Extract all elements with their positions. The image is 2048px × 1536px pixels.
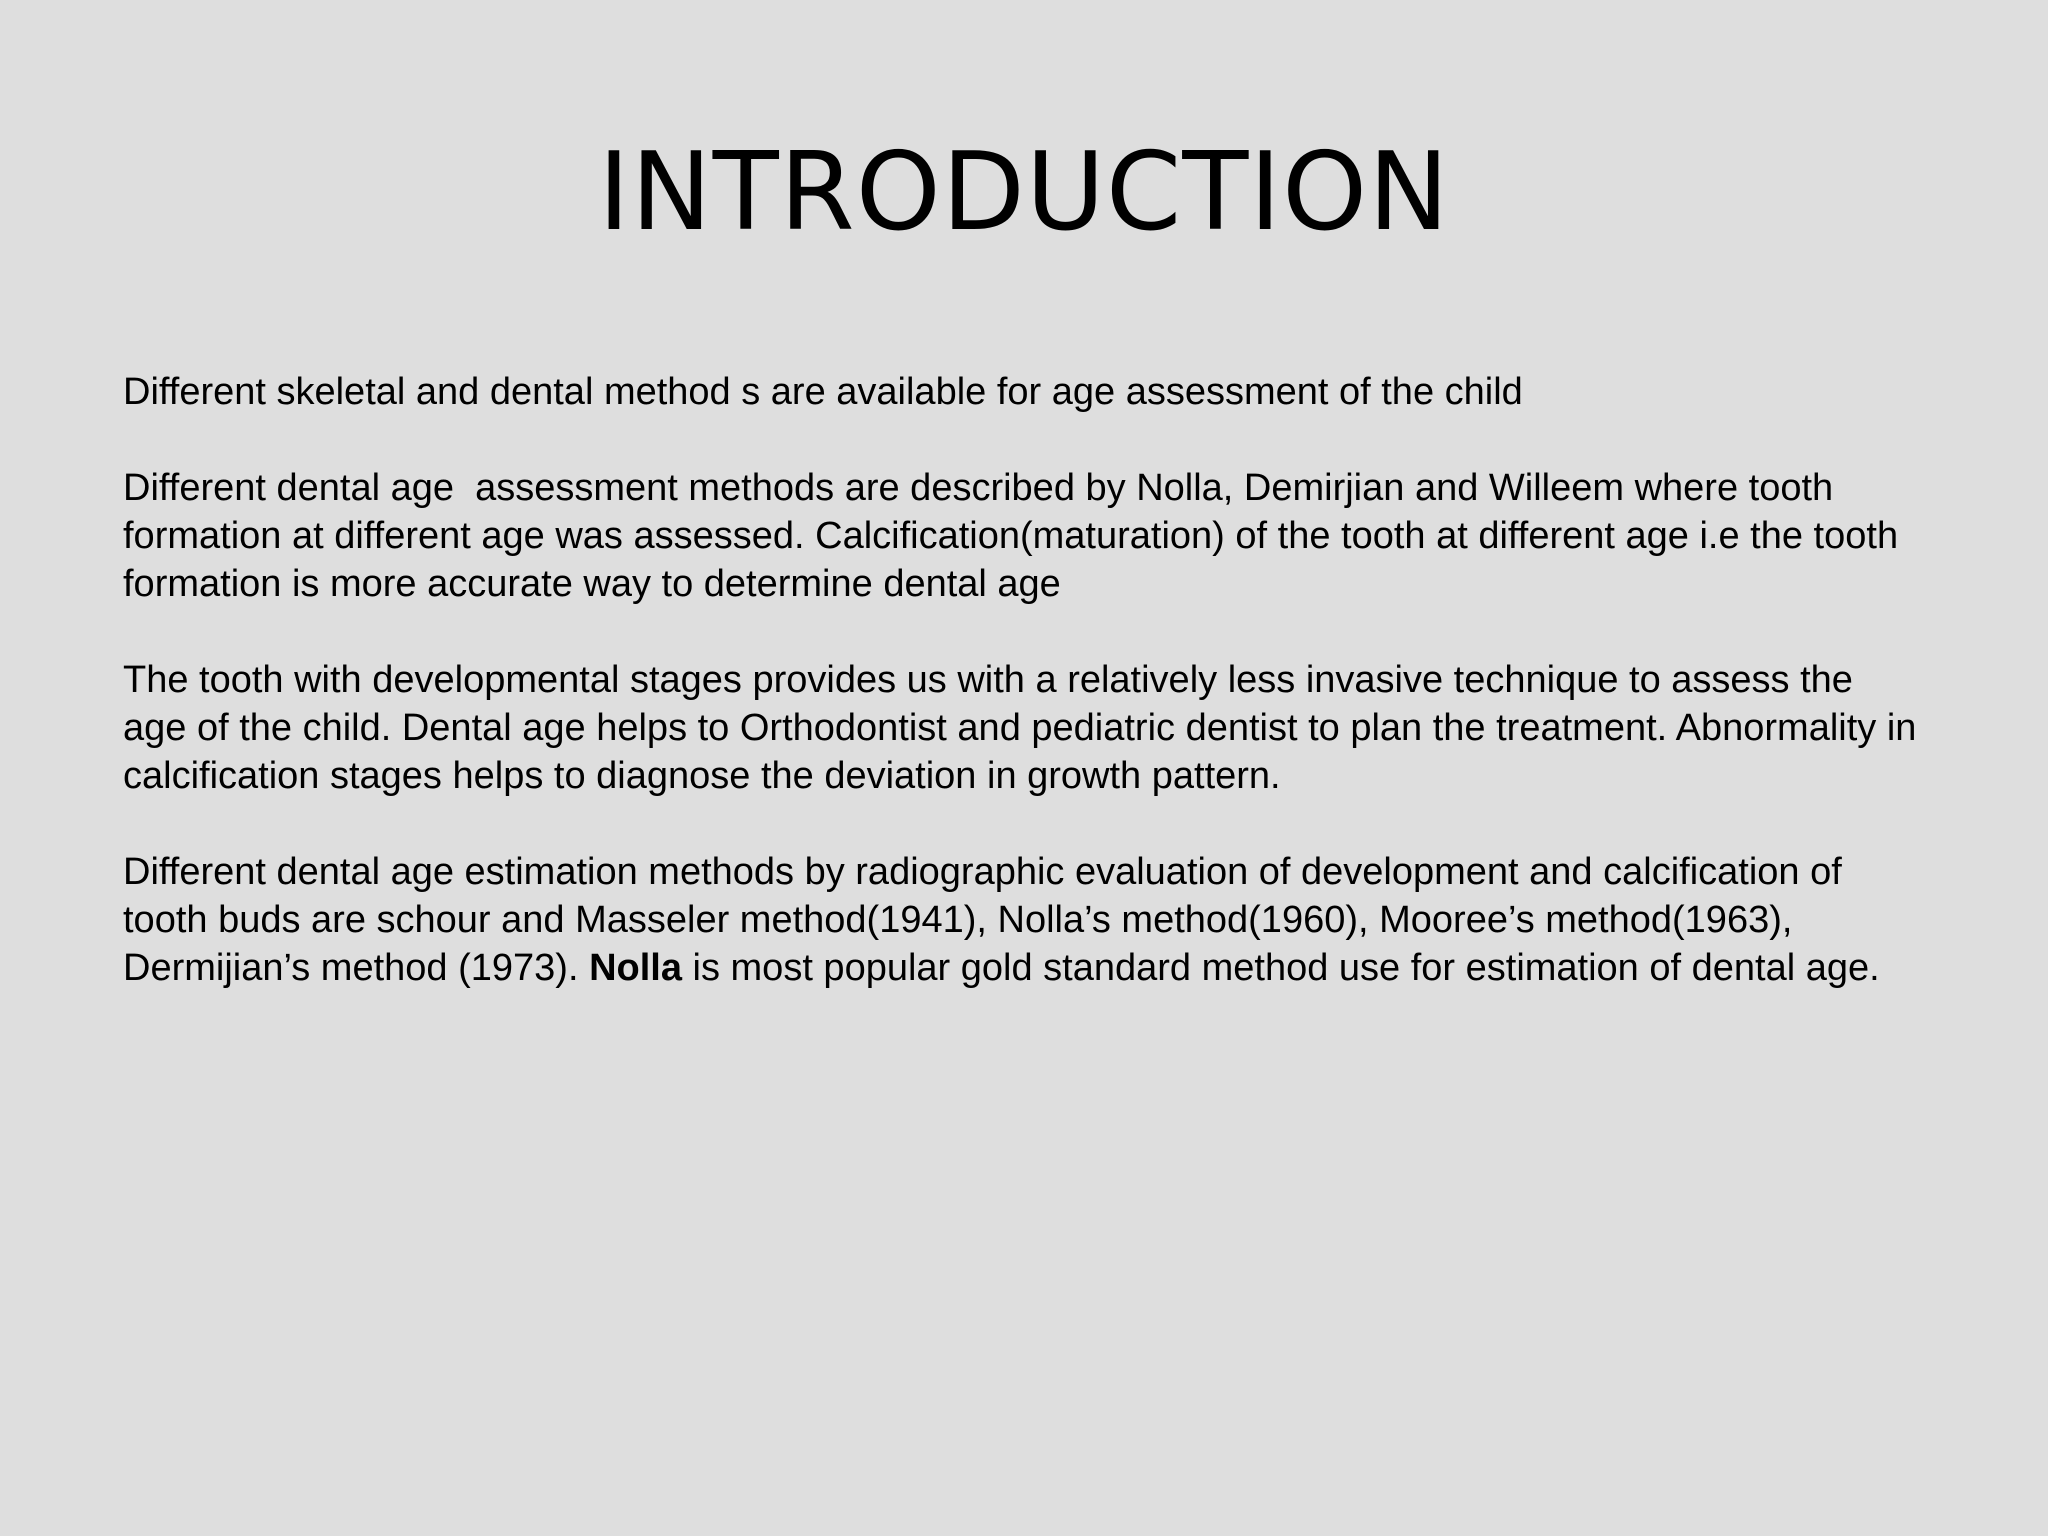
paragraph-skeletal-dental-methods: Different skeletal and dental method s are available for age assessment of the child <box>123 371 1523 413</box>
paragraph-developmental-stages: The tooth with developmental stages provides us with a relatively less invasive technique to assess the age of the child. Dental age helps to Orthodontist and pediatric dentist to plan the treatment. Abnormality in calcification stages helps to diagnose the deviation in growth pattern. <box>123 659 1927 797</box>
paragraph-dental-age-assessment: Different dental age assessment methods are described by Nolla, Demirjian and Willeem where tooth formation at different age was assessed. Calcification(maturation) of the tooth at different age i.e the tooth formation is more accurate way to determine dental age <box>123 467 1909 605</box>
slide-title: INTRODUCTION <box>598 130 1450 255</box>
estimation-methods-text: Different dental age estimation methods by radiographic evaluation of development and calcification of tooth buds are schour and Masseler method(1941), Nolla’s method(1960), Mooree’s method(1963), Dermijian’s method (1973). <box>123 851 1853 989</box>
slide-body <box>123 368 1927 1040</box>
nolla-emphasis: Nolla <box>589 947 682 989</box>
paragraph-estimation-methods <box>123 848 1923 992</box>
estimation-methods-conclusion: is most popular gold standard method use for estimation of dental age. <box>681 947 1880 989</box>
